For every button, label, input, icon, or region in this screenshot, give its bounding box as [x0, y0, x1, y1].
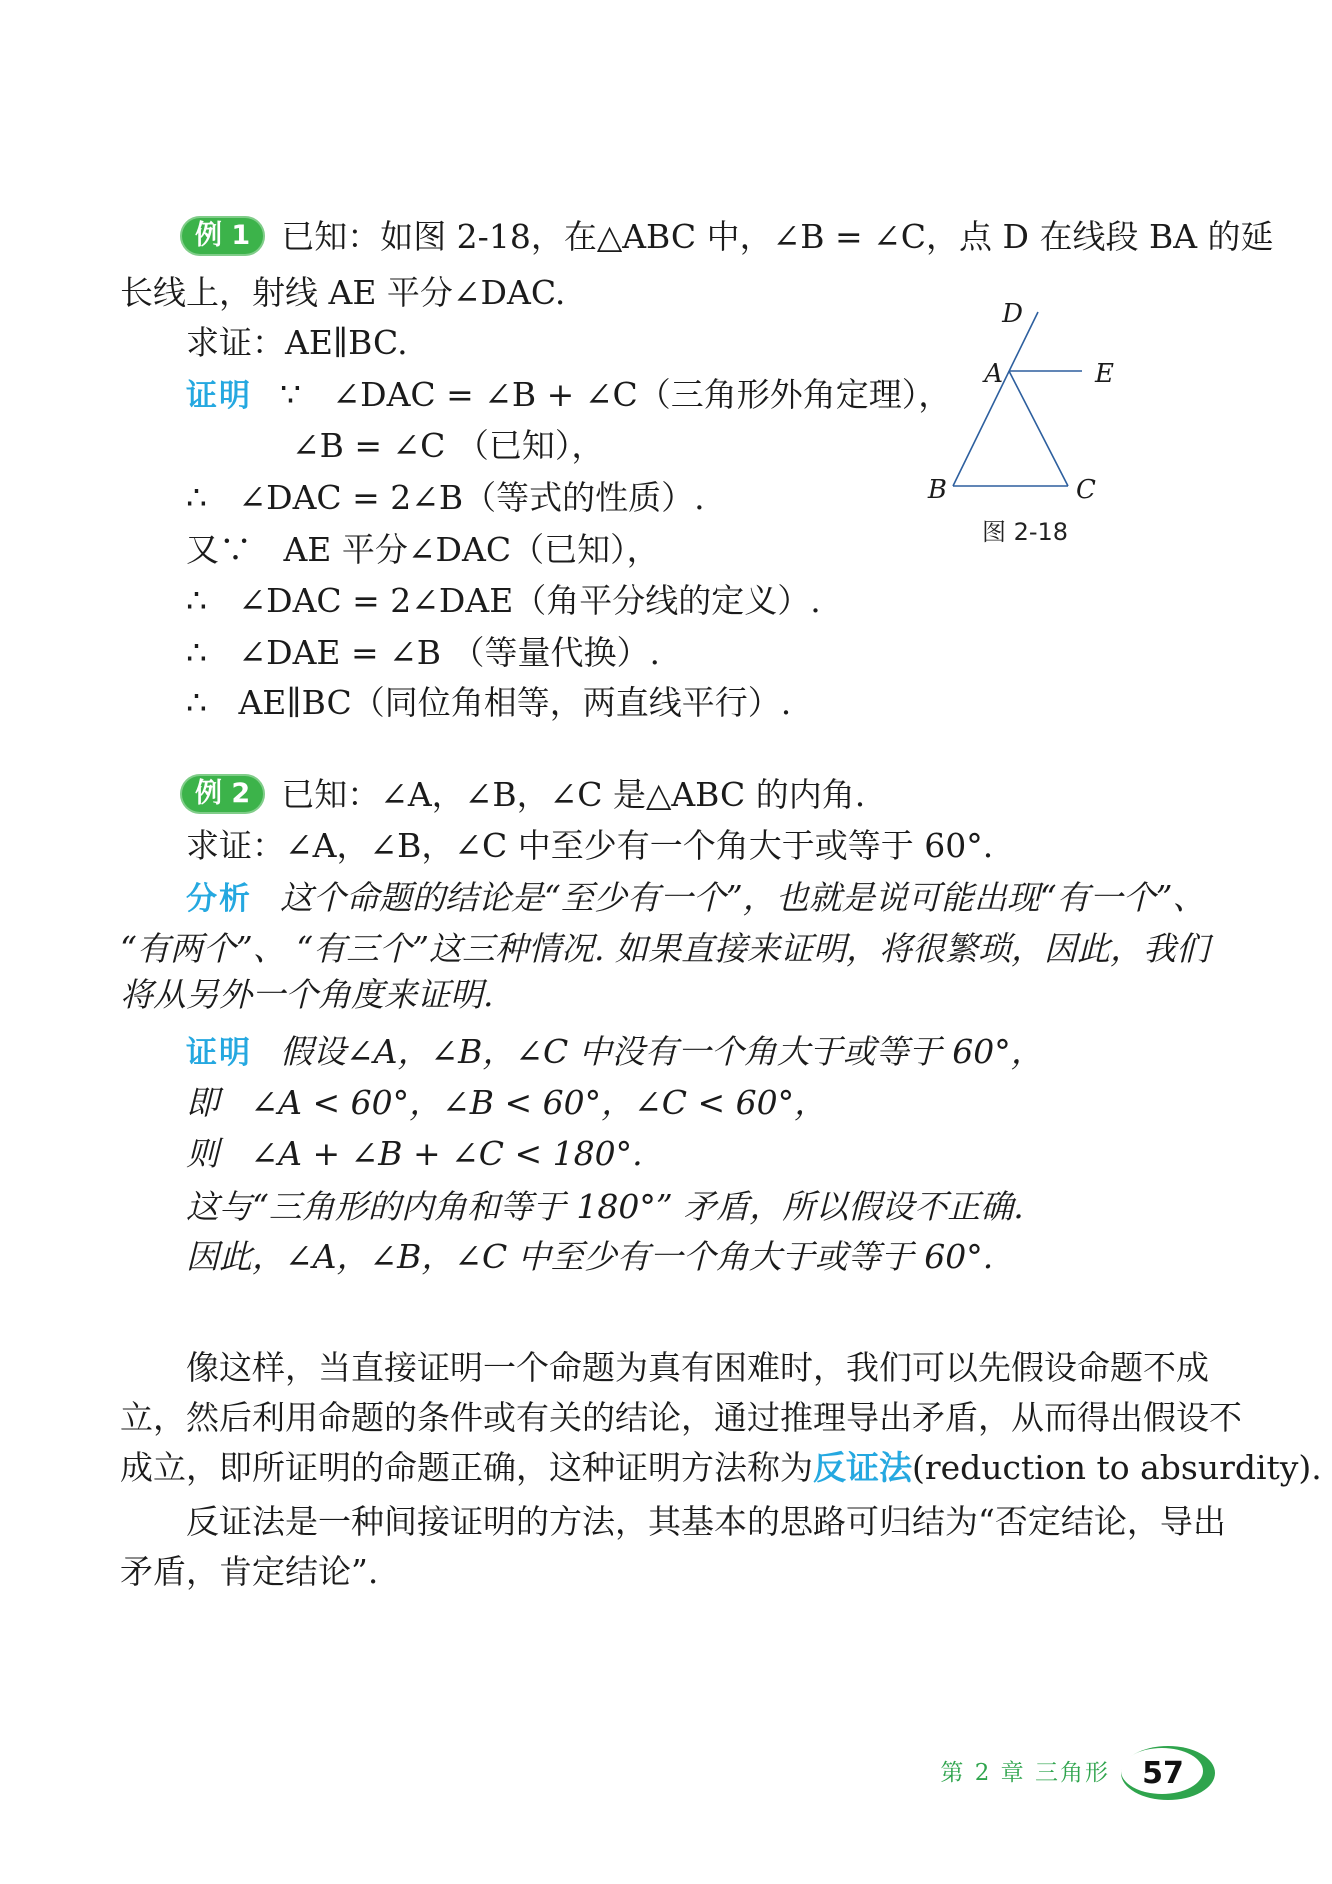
- vertex-label-C: C: [1076, 475, 1096, 505]
- page-number-badge: [1118, 1744, 1218, 1802]
- example2-analysis-line-2: “有两个”、 “有三个”这三种情况. 如果直接来证明，将很繁琐，因此，我们: [120, 929, 1209, 968]
- example2-proof-line-5: 因此，∠A，∠B，∠C 中至少有一个角大于或等于 60°.: [186, 1237, 994, 1276]
- example1-intro-line-1: [180, 211, 1274, 263]
- example1-badge: 例 1: [180, 216, 265, 256]
- example2-proof-text-1: 假设∠A，∠B，∠C 中没有一个角大于或等于 60°，: [280, 1032, 1044, 1071]
- example1-intro-text-1: 已知：如图 2-18，在△ABC 中，∠B = ∠C，点 D 在线段 BA 的延: [281, 217, 1274, 256]
- example1-goal-line: 求证：AE∥BC.: [186, 323, 408, 362]
- figure-2-18: [905, 290, 1145, 560]
- example2-proof-line-4: 这与“三角形的内角和等于 180°” 矛盾，所以假设不正确.: [186, 1187, 1024, 1226]
- example2-badge: 例 2: [180, 774, 265, 814]
- line-BD: [953, 312, 1038, 486]
- figure-caption: 图 2-18: [981, 518, 1069, 546]
- example2-proof-line-3: 则 ∠A + ∠B + ∠C < 180°.: [186, 1134, 643, 1173]
- footer-chapter-title: 第 2 章 三角形: [940, 1760, 1110, 1786]
- closing-paragraph2-line-2: 矛盾，肯定结论”.: [120, 1552, 379, 1591]
- example2-analysis-line-3: 将从另外一个角度来证明.: [120, 975, 494, 1014]
- vertex-label-E: E: [1095, 359, 1114, 389]
- vertex-label-B: B: [927, 475, 947, 505]
- vertex-label-D: D: [1002, 299, 1023, 329]
- example1-proof-line-7: ∴ AE∥BC（同位角相等，两直线平行）.: [186, 683, 792, 722]
- example2-goal-line: 求证：∠A，∠B，∠C 中至少有一个角大于或等于 60°.: [186, 826, 994, 865]
- example2-proof-label: 证明: [186, 1035, 252, 1071]
- closing-paragraph1-line-2: 立，然后利用命题的条件或有关的结论，通过推理导出矛盾，从而得出假设不: [120, 1398, 1242, 1437]
- example2-intro-line: [180, 769, 865, 821]
- example2-analysis-line-1: [186, 872, 1205, 924]
- example1-proof-label: 证明: [186, 378, 252, 414]
- example2-analysis-text-1: 这个命题的结论是“至少有一个”，也就是说可能出现“有一个”、: [280, 878, 1206, 917]
- example1-proof-line-6: ∴ ∠DAE = ∠B （等量代换）.: [186, 633, 661, 672]
- example1-proof-line-5: ∴ ∠DAC = 2∠DAE（角平分线的定义）.: [186, 581, 821, 620]
- closing-text-after-term: (reduction to absurdity).: [912, 1448, 1322, 1487]
- example2-analysis-label: 分析: [186, 881, 252, 917]
- example1-intro-line-2: 长线上，射线 AE 平分∠DAC.: [120, 273, 566, 312]
- example2-proof-line-1: [186, 1026, 1044, 1078]
- closing-paragraph1-line-1: 像这样，当直接证明一个命题为真有困难时，我们可以先假设命题不成: [186, 1348, 1209, 1387]
- triangle-diagram: [905, 290, 1145, 515]
- example2-proof-line-2: 即 ∠A < 60°，∠B < 60°，∠C < 60°，: [186, 1083, 828, 1122]
- closing-paragraph2-line-1: 反证法是一种间接证明的方法，其基本的思路可归结为“否定结论，导出: [186, 1502, 1226, 1541]
- closing-paragraph1-line-3: [120, 1442, 1322, 1494]
- example1-proof-line-2: ∠B = ∠C （已知），: [292, 426, 605, 465]
- term-reductio: 反证法: [813, 1448, 912, 1487]
- example1-proof-text-1: ∵ ∠DAC = ∠B + ∠C（三角形外角定理），: [280, 375, 952, 414]
- example1-proof-line-1: [186, 369, 951, 421]
- line-AC: [1009, 371, 1068, 486]
- example1-proof-line-3: ∴ ∠DAC = 2∠B（等式的性质）.: [186, 478, 705, 517]
- example2-intro-text: 已知：∠A，∠B，∠C 是△ABC 的内角.: [281, 775, 866, 814]
- closing-text-before-term: 成立，即所证明的命题正确，这种证明方法称为: [120, 1448, 813, 1487]
- page-number: 57: [1142, 1756, 1184, 1791]
- vertex-label-A: A: [984, 359, 1003, 389]
- example1-proof-line-4: 又∵ AE 平分∠DAC（已知），: [186, 530, 660, 569]
